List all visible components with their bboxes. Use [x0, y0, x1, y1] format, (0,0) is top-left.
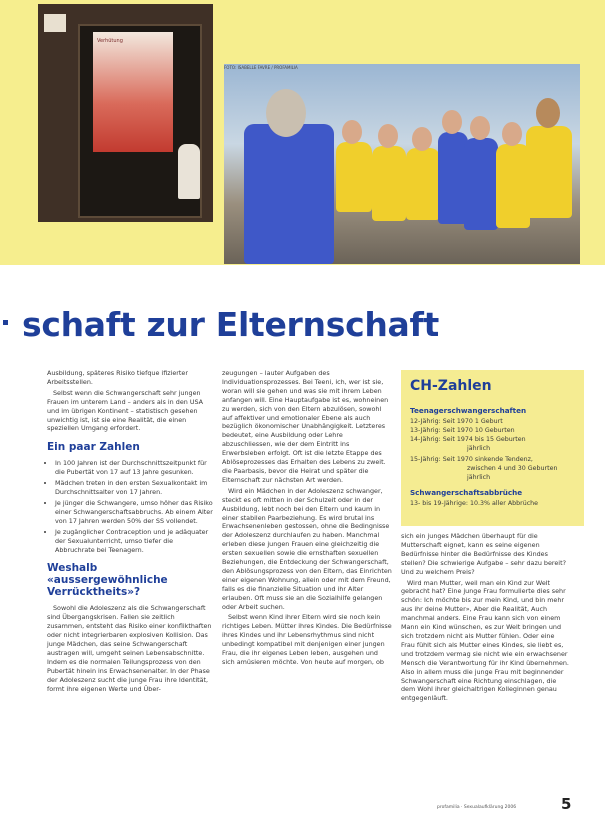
ch-zahlen-infobox: [401, 370, 584, 526]
poster-text: Verhütung: [97, 38, 123, 44]
infobox-line: jährlich: [467, 445, 491, 452]
photo-caption: FOTO: ISABELLE FAVRE / PROFAMILIA: [224, 65, 298, 70]
woman-head: [502, 122, 522, 146]
list-item: • In 100 Jahren ist der Durchschnittszeitpunkt für die Pubertät von 17 auf 13 Jahre gesunken.: [55, 459, 213, 477]
list-item: • Je zugänglicher Contraception und je adäquater der Sexualunterricht, umso tiefer die Abbruchrate bei Teenagern.: [55, 528, 213, 555]
woman-figure: [526, 126, 572, 218]
list-item: • Je jünger die Schwangere, umso höher das Risiko einer Schwangerschaftsabbruchs. Ab einem Alter von 17 Jahren werden 50% der SS vollendet.: [55, 499, 213, 526]
infobox-section-teenager: Teenagerschwangerschaften: [410, 406, 527, 415]
woman-head: [412, 127, 432, 151]
infobox-line: 15-Jährig: Seit 1970 sinkende Tendenz,: [410, 456, 533, 463]
article-column-2: [222, 369, 392, 669]
woman-head: [442, 110, 462, 134]
infobox-line: 13- bis 19-Jährige: 10.3% aller Abbrüche: [410, 500, 539, 507]
photo-group-of-women: [224, 64, 580, 264]
infobox-line: zwischen 4 und 30 Geburten: [467, 465, 558, 472]
woman-head: [378, 124, 398, 148]
wall-sign: [44, 14, 66, 32]
paragraph: Wird man Mutter, weil man ein Kind zur Welt gebracht hat? Eine junge Frau formulierte dies sehr schön: Ich möchte bis zur mein Kind, und bin mehr aus ihr deine Mutter», Aber die Realität, Auch manchmal anders. Eine Frau kann sich von einem Mann ein Kind wünschen, es zur Welt bringen und sich trotzdem nicht als Mutter fühlen. Oder eine Frau fühlt sich als Mutter eines Kindes, sie liebt es, und trotzdem vermag sie nicht wie ein erwachsener Mensch die Verantwortung für ihr Kind übernehmen. Also in allem muss die junge Frau mit beginnender Schwangerschaft eine Richtung einschlagen, die dem Wohl ihrer gleichaltrigen Kolleginnen genau entgegenläuft.: [401, 578, 569, 703]
woman-head: [536, 98, 560, 128]
infobox-section-abbrueche: Schwangerschaftsabbrüche: [410, 488, 523, 497]
infobox-line: 12-Jährig: Seit 1970 1 Geburt: [410, 418, 503, 425]
subheading-verruecktheit: Weshalb «aussergewöhnliche Verrücktheits»?: [47, 562, 168, 599]
page-footer: profamilia · Sexualaufklärung 2006: [437, 805, 517, 810]
infobox-line: 14-Jährig: Seit 1974 bis 15 Geburten: [410, 436, 526, 443]
paragraph: Selbst wenn die Schwangerschaft sehr jungen Frauen im unterem Land – anders als in den USA und im übrigen Kontinent – statistisch gesehen unwichtig ist, ist sie eine Realität, die einen speziellen Umgang erfordert.: [47, 388, 204, 433]
woman-figure: [464, 138, 498, 230]
woman-figure: [406, 148, 440, 220]
paragraph: Wird ein Mädchen in der Adoleszenz schwanger, steckt es oft mitten in der Schulzeit oder in der Ausbildung, lebt noch bei den Eltern und kaum in einer stabilen Paarbeziehung. Es wird brutal ins Erwachsenenleben gestossen, ohne die Bedingnisse der Adoleszenz durchlaufen zu haben. Manchmal erleben diese jungen Frauen eine gleichzeitig die ersten sexuellen sowie die ernsthaften sexuellen Beziehungen, die Entdeckung der Schwangerschaft, den Ablösungsprozess von den Eltern, das Einrichten einer eigenen Wohnung, allein oder mit dem Freund, falls es die finanzielle Situation und ihr Alter erlauben. Oft muss sie an die Sozialhilfe gelangen oder Arbeit suchen.: [222, 486, 392, 611]
paragraph: Sowohl die Adoleszenz als die Schwangerschaft sind Übergangskrisen. Fallen sie zeitlich zusammen, entsteht das Risiko einer konflikthaften oder nicht integrierbaren explosiven Kollision. Das junge Mädchen, das seine Schwangerschaft austragen will, umgeht seinen Lebensabschnitte. Indem es die normalen Teilungsprozess von den Pubertät hinein ins Erwachsenenalter. In der Phase der Adoleszenz sucht die junge Frau ihre Identität, formt ihre eigenen Werte und Über-: [47, 604, 212, 693]
woman-figure: [372, 146, 406, 221]
paragraph: sich ein junges Mädchen überhaupt für die Mutterschaft eignet, kann es seine eigenen Bedürfnisse hinter die Bedürfnisse des Kindes stellen? Die schwierige Aufgabe – sehr dazu bereit? Und zu welchem Preis?: [401, 532, 566, 576]
headline-continuation-mark: [3, 320, 8, 325]
article-headline: schaft zur Elternschaft: [22, 305, 440, 344]
paragraph: zeugungen – lauter Aufgaben des Individuationsprozesses. Bei Teeni, ich, wer ist sie, woran will sie gehen und was sie mit ihrem Leben anfangen will. Eine Hauptaufgabe ist es, wohneinen zu werden, sich von den Eltern abzulösen, sowohl auf affektiver und emotionaler Ebene als auch bezüglich ökonomischer Unabhängigkeit. Letzteres bedeutet, eine Ausbildung oder Lehre abzuschliessen, wie der dem Eintritt ins Erwerbsleben erfolgt. Oft ist die letzte Etappe des Ablöseprozesses das Erhalten des Lebens zu zweit. die Paarbasis, bevor die Heirat und später die Elternschaft zur nächsten Art werden.: [222, 369, 389, 484]
poster: [93, 32, 173, 152]
article-column-1: [47, 369, 213, 695]
photo-poster-entrance: [38, 4, 213, 222]
infobox-title: CH-Zahlen: [410, 378, 492, 394]
paragraph: Ausbildung, späteres Risiko tiefque ifizierter Arbeitsstellen.: [47, 369, 188, 386]
paragraph: Selbst wenn Kind ihrer Eltern wird sie noch kein richtiges Leben. Mütter ihres Kindes. Die Bedürfnisse ihres Kindes und ihr Lebensrhythmus sind nicht unbedingt kompatibel mit denjenigen einer jungen Frau, die ihr eigenes Leben leben, ausgehen und sich amüsieren möchte. Von heute auf morgen, ob: [222, 613, 392, 666]
woman-figure: [496, 144, 530, 228]
person-figure: [178, 144, 200, 199]
list-item: • Mädchen treten in den ersten Sexualkontakt im Durchschnittsalter von 17 Jahren.: [55, 479, 213, 497]
page-number: 5: [561, 795, 572, 813]
infobox-line: 13-Jährig: Seit 1970 10 Geburten: [410, 427, 515, 434]
facts-list: [47, 459, 213, 554]
woman-head: [266, 89, 306, 137]
woman-figure: [336, 142, 372, 212]
woman-head: [342, 120, 362, 144]
woman-figure: [244, 124, 334, 264]
infobox-line: jährlich: [467, 474, 491, 481]
woman-head: [470, 116, 490, 140]
article-column-3: [401, 532, 569, 705]
subheading-zahlen: Ein paar Zahlen: [47, 441, 140, 454]
